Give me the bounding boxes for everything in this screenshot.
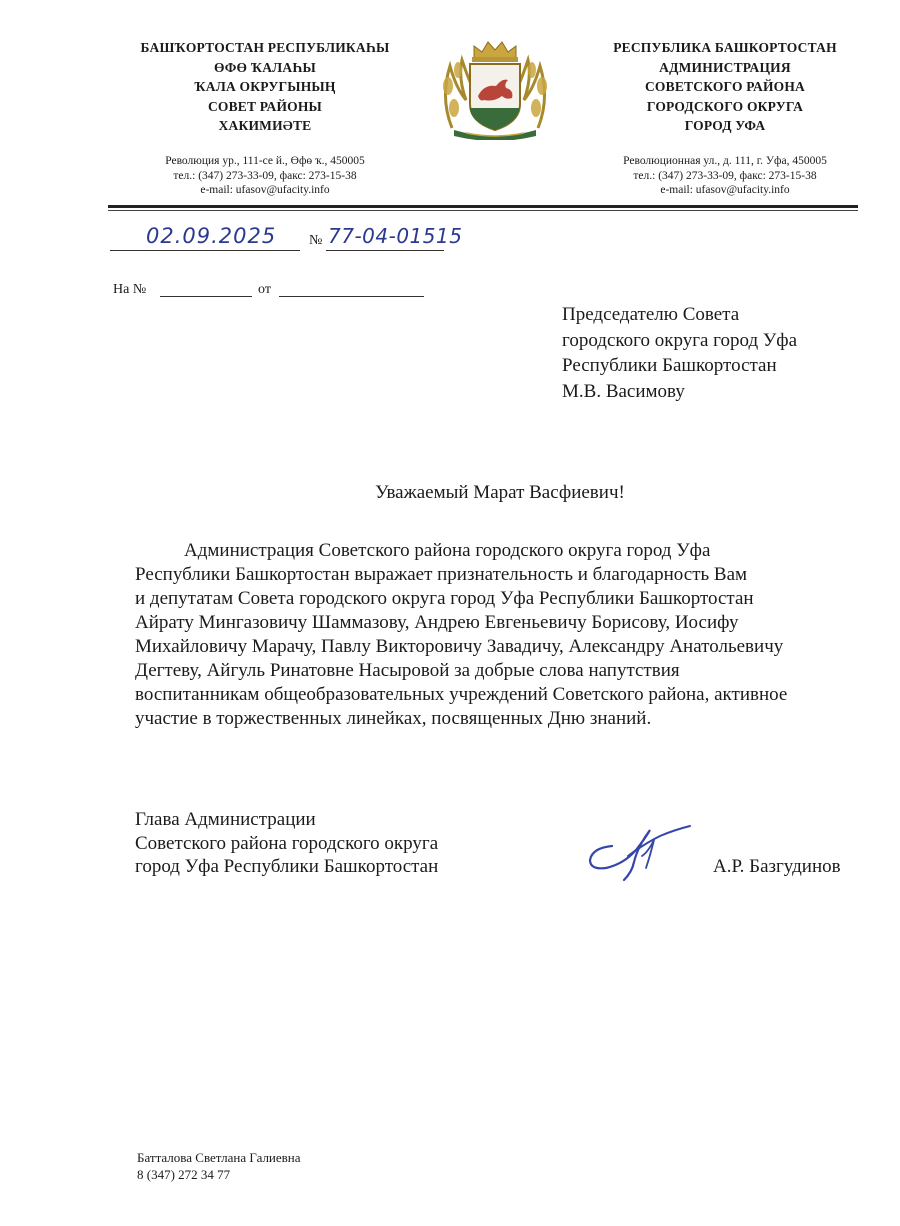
addressee — [562, 302, 797, 404]
phone-line: тел.: (347) 273-33-09, факс: 273-15-38 — [173, 169, 357, 182]
reference-number-line — [160, 296, 252, 297]
executor-phone: 8 (347) 272 34 77 — [137, 1167, 231, 1182]
header-left-line: СОВЕТ РАЙОНЫ — [207, 98, 323, 114]
header-right-line: РЕСПУБЛИКА БАШКОРТОСТАН — [613, 40, 837, 55]
address-line: Революционная ул., д. 111, г. Уфа, 450005 — [623, 155, 827, 167]
registration-number-line — [326, 250, 444, 251]
body-line: участие в торжественных линейках, посвященных Дню знаний. — [135, 708, 652, 729]
header-left-address — [110, 154, 420, 198]
letter-body — [135, 539, 860, 731]
position-line: город Уфа Республики Башкортостан — [135, 856, 439, 877]
header-left-line: ҠАЛА ОКРУГЫНЫҢ — [194, 79, 336, 94]
header-right-line: ГОРОДСКОГО ОКРУГА — [646, 98, 804, 114]
reference-date-line — [279, 296, 424, 297]
email-line: e-mail: ufasov@ufacity.info — [660, 184, 790, 196]
position-line: Советского района городского округа — [135, 832, 439, 854]
registration-number: 77-04-01515 — [328, 224, 463, 248]
phone-line: тел.: (347) 273-33-09, факс: 273-15-38 — [633, 169, 817, 182]
body-line: Дегтеву, Айгуль Ринатовне Насыровой за добрые слова напутствия — [135, 660, 680, 681]
address-line: Революция ур., 111-се й., Өфө ҡ., 450005 — [165, 155, 365, 167]
body-line: воспитанникам общеобразовательных учреждений Советского района, активное — [135, 684, 788, 705]
header-right-address — [570, 154, 880, 198]
executor-name: Батталова Светлана Галиевна — [137, 1150, 301, 1165]
signatory-position — [135, 808, 438, 879]
registration-number-sign: № — [309, 233, 323, 248]
body-line: Администрация Советского района городского округа город Уфа — [184, 540, 711, 561]
header-right-line: СОВЕТСКОГО РАЙОНА — [644, 79, 805, 94]
body-line: Михайловичу Марачу, Павлу Викторовичу Завадичу, Александру Анатольевичу — [135, 636, 784, 657]
reference-number-label: На № — [113, 282, 147, 297]
header-right-line: АДМИНИСТРАЦИЯ — [659, 59, 791, 75]
header-left-line: ХАКИМИӘТЕ — [218, 118, 312, 133]
header-left-line: ӨФӨ ҠАЛАҺЫ — [214, 59, 316, 75]
header-divider-thin — [108, 210, 858, 211]
addressee-line: М.В. Васимову — [562, 380, 685, 402]
addressee-line: Республики Башкортостан — [562, 355, 777, 376]
salutation: Уважаемый Марат Васфиевич! — [375, 482, 625, 503]
body-line: и депутатам Совета городского округа город Уфа Республики Башкортостан — [135, 588, 754, 609]
email-line: e-mail: ufasov@ufacity.info — [200, 184, 330, 196]
body-line: Айрату Мингазовичу Шаммазову, Андрею Евгеньевичу Борисову, Иосифу — [135, 612, 739, 633]
addressee-line: Председателю Совета — [562, 304, 740, 325]
registration-date-line — [110, 250, 300, 251]
header-divider — [108, 205, 858, 208]
reference-from-label: от — [258, 282, 271, 297]
handwritten-signature — [584, 816, 694, 888]
registration-date: 02.09.2025 — [146, 224, 277, 248]
ufa-coat-of-arms-icon — [436, 38, 554, 140]
header-left-title — [100, 38, 430, 136]
body-line: Республики Башкортостан выражает признательность и благодарность Вам — [135, 564, 748, 585]
header-left-line: БАШҠОРТОСТАН РЕСПУБЛИКАҺЫ — [140, 40, 390, 55]
header-right-title — [560, 38, 890, 136]
addressee-line: городского округа город Уфа — [562, 329, 798, 351]
header-right-line: ГОРОД УФА — [684, 118, 766, 133]
position-line: Глава Администрации — [135, 809, 316, 830]
signatory-name: А.Р. Базгудинов — [713, 856, 841, 877]
